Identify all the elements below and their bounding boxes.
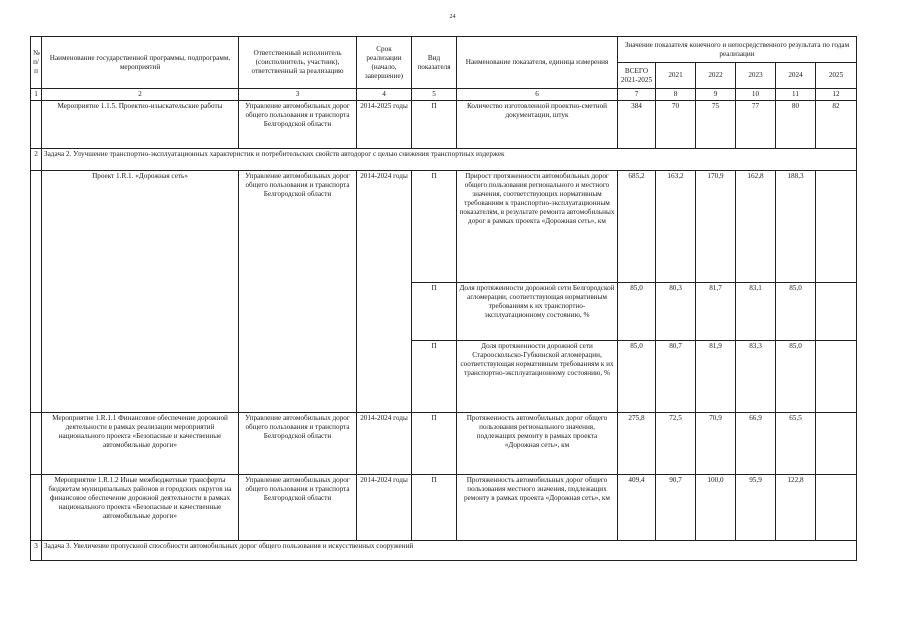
header-year: 2021 <box>656 63 696 89</box>
task-row <box>31 541 857 561</box>
row-value: 75 <box>696 101 736 149</box>
row-term: 2014-2024 годы <box>357 413 412 475</box>
row-indicator: Протяженность автомобильных дорог общего пользования регионального значения, подлежащих ремонту в рамках проекта «Дорожная сеть», км <box>457 413 618 475</box>
row-type: П <box>412 101 457 149</box>
row-value: 81,9 <box>696 341 736 413</box>
row-value: 90,7 <box>656 475 696 541</box>
header-year: 2024 <box>776 63 816 89</box>
task-title: Задача 2. Улучшение транспортно-эксплуатационных характеристик и потребительских свойств автодорог с целью снижения транспортных издержек <box>42 149 857 171</box>
column-index: 1 <box>31 89 42 101</box>
row-type: П <box>412 413 457 475</box>
row-value: 77 <box>736 101 776 149</box>
table-row <box>31 475 857 541</box>
column-index: 3 <box>239 89 357 101</box>
row-type: П <box>412 283 457 341</box>
row-indicator: Прирост протяженности автомобильных дорог общего пользования регионального и местного значения, соответствующих нормативным требованиям к транспортно-эксплуатационным показателям, в результате ремонта автомобильных дорог в рамках проекта «Дорожная сеть», км <box>457 171 618 283</box>
header-type: Вид показателя <box>412 37 457 89</box>
row-value: 163,2 <box>656 171 696 283</box>
row-value <box>816 341 857 413</box>
header-term: Срок реализации (начало, завершение) <box>357 37 412 89</box>
column-index: 9 <box>696 89 736 101</box>
row-term: 2014-2024 годы <box>357 475 412 541</box>
row-indicator: Доля протяженности дорожной сети Старооскольско-Губкинской агломерации, соответствующая нормативным требованиям к их транспортно-эксплуатационному состоянию, % <box>457 341 618 413</box>
row-value: 70 <box>656 101 696 149</box>
row-total: 275,8 <box>618 413 656 475</box>
row-value: 122,8 <box>776 475 816 541</box>
row-value: 95,9 <box>736 475 776 541</box>
row-value: 66,9 <box>736 413 776 475</box>
table-row <box>31 171 857 283</box>
table-row <box>31 413 857 475</box>
row-name: Мероприятие 1.R.1.1 Финансовое обеспечение дорожной деятельности в рамках реализации мероприятий национального проекта «Безопасные и качественные автомобильные дороги» <box>42 413 239 475</box>
row-value: 162,8 <box>736 171 776 283</box>
row-value: 170,9 <box>696 171 736 283</box>
column-index: 2 <box>42 89 239 101</box>
row-value: 80 <box>776 101 816 149</box>
row-total: 85,0 <box>618 283 656 341</box>
header-year: 2022 <box>696 63 736 89</box>
row-indicator: Протяженность автомобильных дорог общего пользования местного значения, подлежащих ремонту в рамках проекта «Дорожная сеть», км <box>457 475 618 541</box>
task-number: 2 <box>31 149 42 171</box>
row-value <box>816 283 857 341</box>
row-value: 85,0 <box>776 283 816 341</box>
column-index: 5 <box>412 89 457 101</box>
row-indicator: Количество изготовленной проектно-сметной документации, штук <box>457 101 618 149</box>
row-type: П <box>412 475 457 541</box>
row-value: 65,5 <box>776 413 816 475</box>
row-value <box>816 171 857 283</box>
row-value: 72,5 <box>656 413 696 475</box>
column-index-row <box>31 89 857 101</box>
row-total: 409,4 <box>618 475 656 541</box>
column-index: 4 <box>357 89 412 101</box>
task-number: 3 <box>31 541 42 561</box>
row-name: Мероприятие 1.R.1.2 Иные межбюджетные трансферты бюджетам муниципальных районов и городских округов на финансовое обеспечение дорожной деятельности в рамках национального проекта «Безопасные и качественные автомобильные дороги» <box>42 475 239 541</box>
task-title: Задача 3. Увеличение пропускной способности автомобильных дорог общего пользования и искусственных сооружений <box>42 541 857 561</box>
row-term: 2014-2025 годы <box>357 101 412 149</box>
header-year: 2023 <box>736 63 776 89</box>
page-number: 24 <box>449 14 456 20</box>
row-value: 83,1 <box>736 283 776 341</box>
header-total: ВСЕГО 2021-2025 <box>618 63 656 89</box>
row-indicator: Доля протяженности дорожной сети Белгородской агломерации, соответствующая нормативным требованиям к их транспортно-эксплуатационному состоянию, % <box>457 283 618 341</box>
project-term: 2014-2024 годы <box>357 171 412 413</box>
header-values: Значение показателя конечного и непосредственного результата по годам реализации <box>618 37 857 63</box>
row-value: 80,7 <box>656 341 696 413</box>
table-row <box>31 101 857 149</box>
row-total: 384 <box>618 101 656 149</box>
row-value: 83,3 <box>736 341 776 413</box>
row-value: 85,0 <box>776 341 816 413</box>
program-table <box>30 36 857 561</box>
row-type: П <box>412 171 457 283</box>
row-executor: Управление автомобильных дорог общего пользования и транспорта Белгородской области <box>239 101 357 149</box>
header-name: Наименование государственной программы, подпрограмм, мероприятий <box>42 37 239 89</box>
row-value: 82 <box>816 101 857 149</box>
row-value: 80,3 <box>656 283 696 341</box>
column-index: 7 <box>618 89 656 101</box>
column-index: 11 <box>776 89 816 101</box>
column-index: 10 <box>736 89 776 101</box>
column-index: 6 <box>457 89 618 101</box>
row-value <box>816 475 857 541</box>
row-name: Мероприятие 1.1.5. Проектно-изыскательские работы <box>42 101 239 149</box>
row-executor: Управление автомобильных дорог общего пользования и транспорта Белгородской области <box>239 475 357 541</box>
row-value: 188,3 <box>776 171 816 283</box>
row-value: 70,9 <box>696 413 736 475</box>
row-value: 81,7 <box>696 283 736 341</box>
row-value: 100,0 <box>696 475 736 541</box>
project-name: Проект 1.R.1. «Дорожная сеть» <box>42 171 239 413</box>
header-indicator: Наименование показателя, единица измерения <box>457 37 618 89</box>
row-total: 685,2 <box>618 171 656 283</box>
column-index: 8 <box>656 89 696 101</box>
task-row <box>31 149 857 171</box>
row-executor: Управление автомобильных дорог общего пользования и транспорта Белгородской области <box>239 413 357 475</box>
header-no: № п/п <box>31 37 42 89</box>
header-executor: Ответственный исполнитель (соисполнитель, участник), ответственный за реализацию <box>239 37 357 89</box>
project-executor: Управление автомобильных дорог общего пользования и транспорта Белгородской области <box>239 171 357 413</box>
row-value <box>816 413 857 475</box>
column-index: 12 <box>816 89 857 101</box>
row-total: 85,0 <box>618 341 656 413</box>
row-type: П <box>412 341 457 413</box>
header-year: 2025 <box>816 63 857 89</box>
